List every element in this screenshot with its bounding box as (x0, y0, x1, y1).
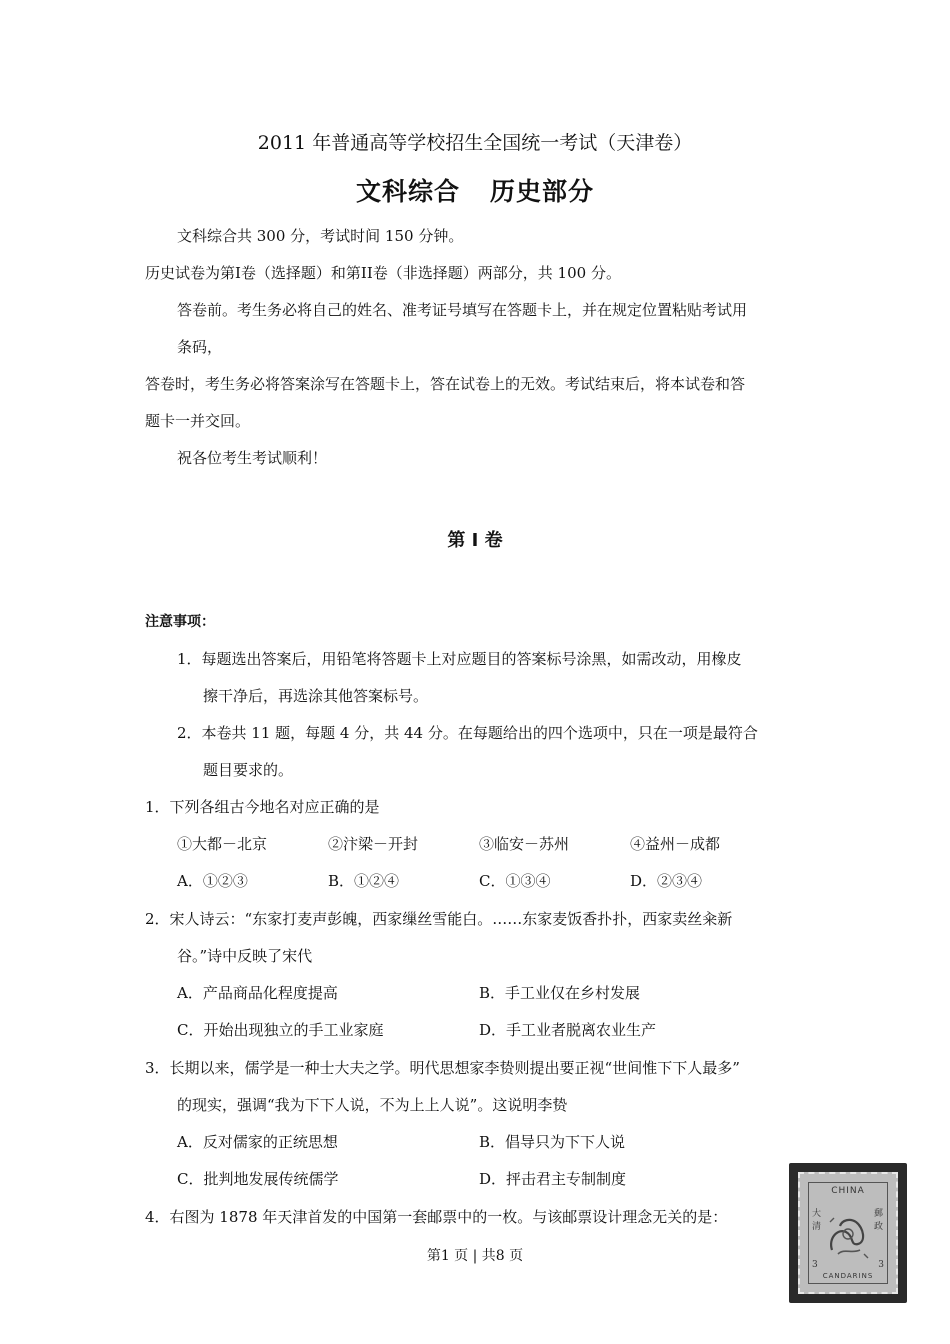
question-1-option-b: B．①②④ (328, 872, 400, 890)
subtitle-part: 历史部分 (490, 177, 595, 206)
stamp-country-text: CHINA (831, 1186, 865, 1196)
notice-2-line-1: 2．本卷共 11 题，每题 4 分，共 44 分。在每题给出的四个选项中，只在一项是最符合 (177, 724, 758, 742)
question-2-stem-line-2: 谷。”诗中反映了宋代 (177, 947, 313, 965)
section-title: 第 Ⅰ 卷 (447, 530, 503, 551)
question-1-option-d: D．②③④ (630, 872, 703, 890)
question-3-option-b: B．倡导只为下下人说 (479, 1133, 626, 1151)
intro-line-4: 条码， (177, 338, 223, 356)
notice-1-line-1: 1．每题选出答案后，用铅笔将答题卡上对应题目的答案标号涂黑，如需改动，用橡皮 (177, 650, 742, 668)
stamp-left-text: 大清 (812, 1209, 822, 1232)
question-3-stem-line-1: 3．长期以来，儒学是一种士大夫之学。明代思想家李贽则提出要正视“世间惟下下人最多” (145, 1059, 740, 1077)
exam-title: 2011 年普通高等学校招生全国统一考试（天津卷） (257, 132, 693, 154)
stamp-image (789, 1163, 907, 1303)
dragon-icon (824, 1210, 872, 1262)
question-4-stem: 4．右图为 1878 年天津首发的中国第一套邮票中的一枚。与该邮票设计理念无关的是： (145, 1208, 728, 1226)
intro-line-5: 答卷时，考生务必将答案涂写在答题卡上，答在试卷上的无效。考试结束后，将本试卷和答 (145, 375, 746, 393)
notice-heading: 注意事项： (145, 614, 215, 630)
stamp-value-left: 3 (812, 1260, 818, 1270)
question-3-option-d: D．抨击君主专制制度 (479, 1170, 627, 1188)
stamp-paper (798, 1172, 898, 1294)
question-2-option-a: A．产品商品化程度提高 (177, 984, 338, 1002)
intro-line-7: 祝各位考生考试顺利！ (177, 449, 328, 467)
question-1-item-4: ④益州－成都 (630, 835, 721, 853)
intro-line-6: 题卡一并交回。 (145, 412, 251, 430)
question-1-option-c: C．①③④ (479, 872, 551, 890)
notice-2-line-2: 题目要求的。 (203, 761, 294, 779)
intro-line-2: 历史试卷为第I卷（选择题）和第II卷（非选择题）两部分，共 100 分。 (145, 264, 621, 282)
question-1-item-1: ①大都－北京 (177, 835, 268, 853)
question-3-option-a: A．反对儒家的正统思想 (177, 1133, 338, 1151)
notice-1-line-2: 擦干净后，再选涂其他答案标号。 (203, 687, 429, 705)
question-1-stem: 1．下列各组古今地名对应正确的是 (145, 798, 380, 816)
question-2-option-d: D．手工业者脱离农业生产 (479, 1021, 657, 1039)
question-1-option-a: A．①②③ (177, 872, 248, 890)
intro-line-3: 答卷前。考生务必将自己的姓名、准考证号填写在答题卡上，并在规定位置粘贴考试用 (177, 301, 748, 319)
question-3-option-c: C．批判地发展传统儒学 (177, 1170, 339, 1188)
intro-line-1: 文科综合共 300 分，考试时间 150 分钟。 (177, 227, 464, 245)
question-1-item-3: ③临安－苏州 (479, 835, 570, 853)
subtitle-subject: 文科综合 (355, 177, 460, 206)
question-3-stem-line-2: 的现实，强调“我为下下人说，不为上上人说”。这说明李贽 (177, 1096, 568, 1114)
question-2-option-c: C．开始出现独立的手工业家庭 (177, 1021, 384, 1039)
page-footer: 第1 页 | 共8 页 (426, 1248, 524, 1264)
stamp-right-text: 郵政 (874, 1209, 884, 1232)
stamp-value-right: 3 (878, 1260, 884, 1270)
question-2-stem-line-1: 2．宋人诗云：“东家打麦声彭魄，西家缫丝雪能白。……东家麦饭香扑扑，西家卖丝籴新 (145, 910, 733, 928)
stamp-denomination-text: CANDARINS (822, 1272, 874, 1280)
question-2-option-b: B．手工业仅在乡村发展 (479, 984, 641, 1002)
question-1-item-2: ②汴梁－开封 (328, 835, 419, 853)
exam-subtitle (0, 172, 950, 208)
